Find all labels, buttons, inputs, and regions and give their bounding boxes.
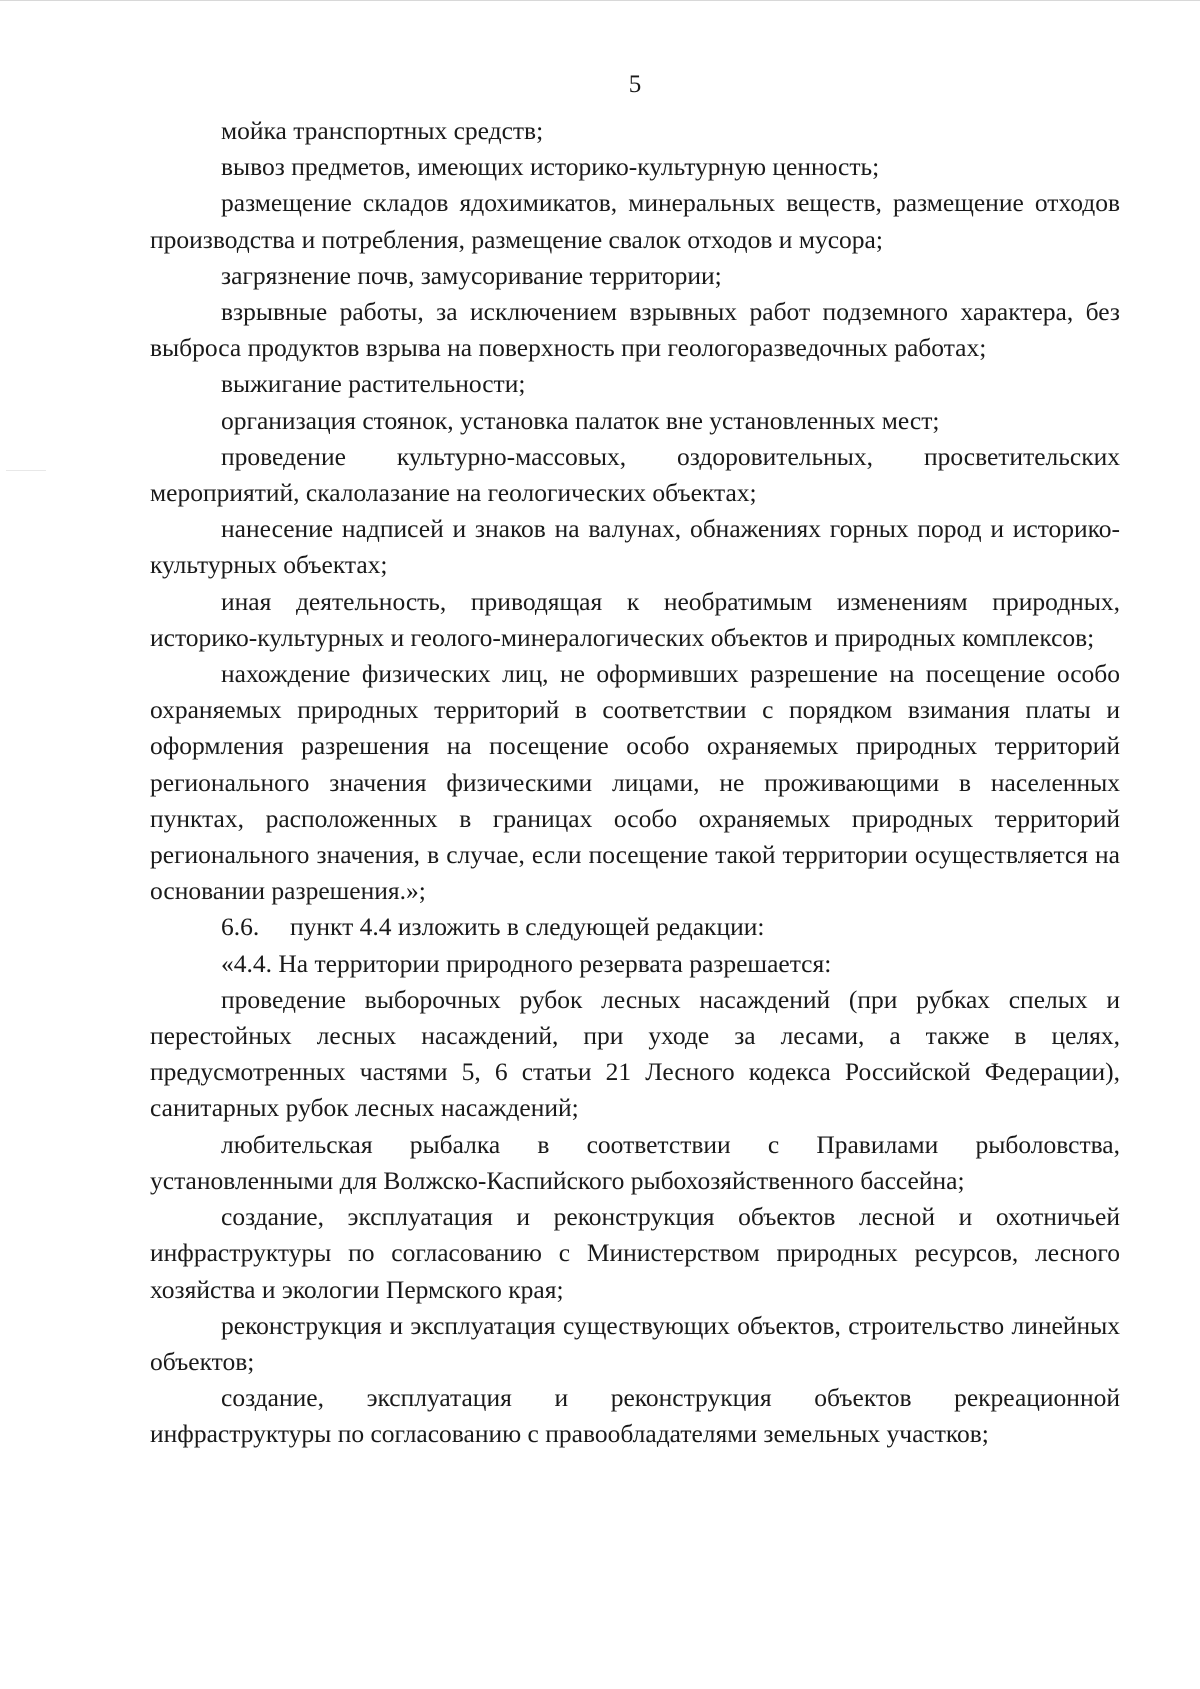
paragraph: мойка транспортных средств; xyxy=(221,116,544,145)
page-number: 5 xyxy=(628,71,642,98)
scan-artifact-left xyxy=(6,470,46,471)
paragraph: загрязнение почв, замусоривание территории; xyxy=(221,260,722,290)
paragraph: организация стоянок, установка палаток вне установленных мест; xyxy=(221,405,940,435)
paragraph: нанесение надписей и знаков на валунах, обнажениях горных пород и историко-культурных объектах; xyxy=(150,514,1120,580)
paragraph: нахождение физических лиц, не оформивших разрешение на посещение особо охраняемых природных территорий в соответствии с порядком взимания платы и оформления разрешения на посещение особо охраняемых природных территорий регионального значения физическими лицами, не проживающими в населенных пунктах, расположенных в границах особо охраняемых природных территорий регионального значения, в случае, если посещение такой территории осуществляется на основании разрешения.»; xyxy=(150,659,1120,906)
paragraph: проведение выборочных рубок лесных насаждений (при рубках спелых и перестойных лесных насаждений, при уходе за лесами, а также в целях, предусмотренных частями 5, 6 статьи 21 Лесного кодекса Российской Федерации), санитарных рубок лесных насаждений; xyxy=(150,984,1120,1123)
scan-artifact-top xyxy=(0,0,1200,1)
item-number: «4.4. xyxy=(221,948,272,978)
paragraph: создание, эксплуатация и реконструкция объектов лесной и охотничьей инфраструктуры по согласованию с Министерством природных ресурсов, лесного хозяйства и экологии Пермского края; xyxy=(150,1202,1120,1304)
paragraph: создание, эксплуатация и реконструкция объектов рекреационной инфраструктуры по согласованию с правообладателями земельных участков; xyxy=(150,1383,1120,1449)
paragraph: взрывные работы, за исключением взрывных работ подземного характера, без выброса продуктов взрыва на поверхность при геологоразведочных работах; xyxy=(150,297,1120,363)
amendment-item-4-4 xyxy=(150,946,1120,982)
item-text: На территории природного резервата разрешается: xyxy=(278,948,832,978)
paragraph: реконструкция и эксплуатация существующих объектов, строительство линейных объектов; xyxy=(150,1310,1120,1376)
item-number: 6.6. xyxy=(221,912,260,942)
paragraph: выжигание растительности; xyxy=(221,369,526,399)
paragraph: вывоз предметов, имеющих историко-культурную ценность; xyxy=(221,152,880,182)
paragraph: проведение культурно-массовых, оздоровительных, просветительских мероприятий, скалолазание на геологических объектах; xyxy=(150,441,1120,508)
item-text: пункт 4.4 изложить в следующей редакции: xyxy=(290,912,765,942)
amendment-item-6-6 xyxy=(150,909,1120,945)
document-body xyxy=(150,113,1120,1453)
paragraph: размещение складов ядохимикатов, минеральных веществ, размещение отходов производства и потребления, размещение свалок отходов и мусора; xyxy=(150,188,1120,254)
paragraph: любительская рыбалка в соответствии с Правилами рыболовства, установленными для Волжско-Каспийского рыбохозяйственного бассейна; xyxy=(150,1129,1120,1195)
paragraph: иная деятельность, приводящая к необратимым изменениям природных, историко-культурных и геолого-минералогических объектов и природных комплексов; xyxy=(150,586,1120,652)
